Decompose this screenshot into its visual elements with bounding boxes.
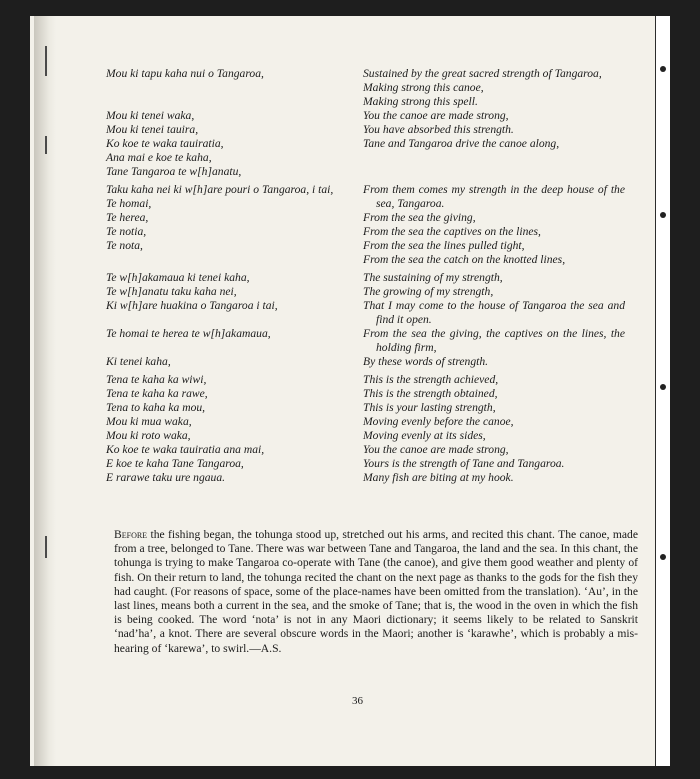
- english-line: From them comes my strength in the deep house of the sea, Tangaroa.: [363, 183, 625, 210]
- maori-line: Te notia,: [106, 225, 147, 238]
- english-column: [363, 109, 625, 179]
- maori-column: [106, 355, 363, 369]
- maori-line: Te nota,: [106, 239, 143, 252]
- english-line: From the sea the captives on the lines,: [363, 225, 541, 238]
- page-right-edge: [655, 16, 670, 766]
- binding-stitch: [45, 46, 47, 76]
- maori-line: Te w[h]akamaua ki tenei kaha,: [106, 271, 250, 284]
- english-line: From the sea the giving, the captives on the lines, the holding firm,: [363, 327, 625, 354]
- scan-mark: [660, 212, 666, 218]
- scan-mark: [660, 384, 666, 390]
- maori-column: [106, 471, 363, 485]
- english-line: From the sea the lines pulled tight,: [363, 239, 525, 252]
- maori-line: Mou ki tenei waka,: [106, 109, 195, 122]
- english-line: Many fish are biting at my hook.: [363, 471, 514, 484]
- maori-line: Ki w[h]are huakina o Tangaroa i tai,: [106, 299, 278, 312]
- maori-line: Taku kaha nei ki w[h]are pouri o Tangaroa, i tai,: [106, 183, 334, 196]
- commentary-lead-word: Before: [114, 528, 148, 541]
- maori-line: Mou ki tenei tauira,: [106, 123, 199, 136]
- poem-stanza-row: [106, 373, 636, 471]
- english-line: Moving evenly before the canoe,: [363, 415, 514, 428]
- binding-gutter: [34, 16, 56, 766]
- maori-line: Mou ki roto waka,: [106, 429, 191, 442]
- poem-stanza-row: [106, 67, 636, 109]
- chant-poem: [106, 67, 636, 485]
- english-line: You have absorbed this strength.: [363, 123, 514, 136]
- maori-line: Te w[h]anatu taku kaha nei,: [106, 285, 237, 298]
- poem-stanza-row: [106, 327, 636, 355]
- maori-line: Mou ki mua waka,: [106, 415, 192, 428]
- maori-line: Ki tenei kaha,: [106, 355, 171, 368]
- english-line: From the sea the catch on the knotted lines,: [363, 253, 566, 266]
- maori-line: Mou ki tapu kaha nui o Tangaroa,: [106, 67, 264, 80]
- english-line: Making strong this spell.: [363, 95, 478, 108]
- english-column: [363, 373, 625, 471]
- maori-line: Tena to kaha ka mou,: [106, 401, 206, 414]
- maori-column: [106, 271, 363, 327]
- english-line: This is the strength achieved,: [363, 373, 499, 386]
- english-column: [363, 183, 625, 267]
- maori-line: Tena te kaha ka rawe,: [106, 387, 208, 400]
- poem-stanza-row: [106, 355, 636, 369]
- maori-column: [106, 373, 363, 471]
- english-column: [363, 67, 625, 109]
- maori-column: [106, 183, 363, 267]
- poem-stanza-row: [106, 271, 636, 327]
- maori-line: Ana mai e koe te kaha,: [106, 151, 212, 164]
- english-line: Moving evenly at its sides,: [363, 429, 486, 442]
- commentary-body: the fishing began, the tohunga stood up, stretched out his arms, and recited this chant. The canoe, made from a tree, belonged to Tane. There was war between Tane and Tangaroa, the land and the sea. In this chant, the tohunga is trying to make Tangaroa co-operate with Tane (the canoe), and give them good weather and plenty of fish. On their return to land, the tohunga recited the chant on the next page as thanks to the gods for the fish they had caught. (For reasons of space, some of the place-names have been omitted from the translation). ‘Au’, in the last lines, means both a current in the sea, and the smoke of Tane; that is, the wood in the oven in which the fish is being cooked. The word ‘nota’ is not in any Maori dictionary; it seems likely to be related to Sanskrit ‘nad’ha’, a knot. There are several obscure words in the Maori; another is ‘karawhe’, which is probably a mis-hearing of ‘karewa’, to swirl.—A.S.: [114, 528, 638, 655]
- maori-line: Te homai te herea te w[h]akamaua,: [106, 327, 271, 340]
- english-column: [363, 271, 625, 327]
- english-column: [363, 355, 625, 369]
- maori-line: E rarawe taku ure ngaua.: [106, 471, 226, 484]
- english-column: [363, 471, 625, 485]
- english-line: Tane and Tangaroa drive the canoe along,: [363, 137, 560, 150]
- english-line: That I may come to the house of Tangaroa the sea and find it open.: [363, 299, 625, 326]
- commentary-paragraph: [114, 528, 638, 656]
- binding-stitch: [45, 136, 47, 154]
- maori-column: [106, 67, 363, 109]
- scan-mark: [660, 66, 666, 72]
- scan-mark: [660, 554, 666, 560]
- maori-column: [106, 109, 363, 179]
- maori-line: Te herea,: [106, 211, 149, 224]
- english-line: You the canoe are made strong,: [363, 109, 509, 122]
- maori-line: Ko koe te waka tauiratia ana mai,: [106, 443, 265, 456]
- english-line: This is your lasting strength,: [363, 401, 496, 414]
- maori-line: Tena te kaha ka wiwi,: [106, 373, 207, 386]
- page-number: 36: [352, 695, 363, 707]
- binding-stitch: [45, 536, 47, 558]
- english-line: You the canoe are made strong,: [363, 443, 509, 456]
- english-line: By these words of strength.: [363, 355, 489, 368]
- poem-stanza-row: [106, 183, 636, 267]
- maori-line: Tane Tangaroa te w[h]anatu,: [106, 165, 242, 178]
- english-line: The sustaining of my strength,: [363, 271, 503, 284]
- english-column: [363, 327, 625, 355]
- poem-stanza-row: [106, 109, 636, 179]
- maori-line: E koe te kaha Tane Tangaroa,: [106, 457, 244, 470]
- english-line: The growing of my strength,: [363, 285, 494, 298]
- english-line: From the sea the giving,: [363, 211, 476, 224]
- english-line: This is the strength obtained,: [363, 387, 498, 400]
- poem-stanza-row: [106, 471, 636, 485]
- maori-line: Ko koe te waka tauiratia,: [106, 137, 224, 150]
- english-line: Making strong this canoe,: [363, 81, 484, 94]
- english-line: Sustained by the great sacred strength of Tangaroa,: [363, 67, 602, 80]
- maori-column: [106, 327, 363, 355]
- maori-line: Te homai,: [106, 197, 152, 210]
- english-line: Yours is the strength of Tane and Tangaroa.: [363, 457, 565, 470]
